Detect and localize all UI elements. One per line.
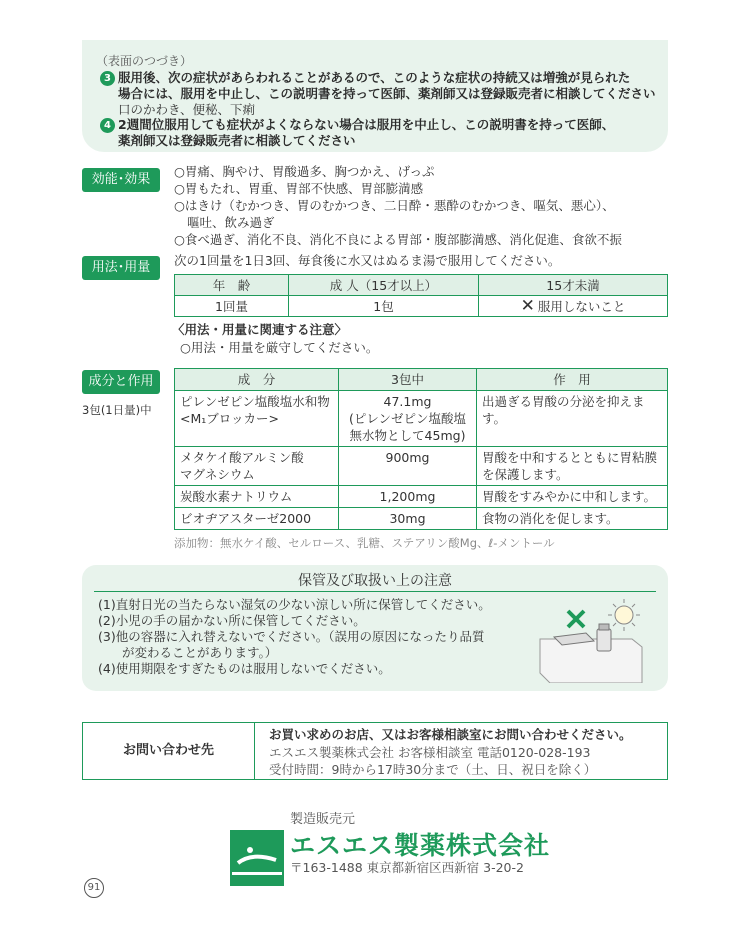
dosage-label: 用法･用量 [82, 256, 160, 280]
ingredients-sublabel: 3包(1日量)中 [82, 403, 152, 417]
table-row: ピレンゼピン塩酸塩水和物 <M₁ブロッカー> 47.1mg (ピレンゼピン塩酸塩 無水物として45mg) 出過ぎる胃酸の分泌を抑えます。 [175, 391, 668, 447]
company-logo-icon [230, 830, 284, 886]
warning-item-4: 4 2週間位服用しても症状がよくならない場合は服用を中止し、この説明書を持って医師、 薬剤師又は登録販売者に相談してください [100, 117, 614, 149]
table-row: メタケイ酸アルミン酸 マグネシウム 900mg 胃酸を中和するとともに胃粘膜を保護します。 [175, 447, 668, 486]
dosage-note-text: ○用法・用量を厳守してください。 [180, 340, 379, 355]
number-badge: 4 [100, 118, 115, 133]
dosage-table: 年 齢 成 人（15才以上） 15才未満 1回量 1包 ✕ 服用しないこと [174, 274, 668, 317]
storage-illustration-icon [534, 593, 654, 683]
ingredients-label: 成分と作用 [82, 370, 160, 394]
storage-panel [82, 565, 668, 691]
storage-item: (2)小児の手の届かない所に保管してください。 [98, 613, 366, 628]
contact-label: お問い合わせ先 [83, 723, 255, 779]
contact-line-2: エスエス製薬株式会社 お客様相談室 電話0120-028-193 [269, 745, 591, 760]
number-badge: 3 [100, 71, 115, 86]
table-row: 炭酸水素ナトリウム 1,200mg 胃酸をすみやかに中和します。 [175, 486, 668, 508]
storage-title: 保管及び取扱い上の注意 [298, 573, 452, 589]
company-name: エスエス製薬株式会社 [290, 831, 551, 860]
divider [94, 591, 656, 592]
table-row: ビオヂアスターゼ2000 30mg 食物の消化を促します。 [175, 508, 668, 530]
storage-item: (4)使用期限をすぎたものは服用しないでください。 [98, 661, 391, 676]
x-mark-icon: ✕ [520, 296, 535, 316]
efficacy-list: ○胃痛、胸やけ、胃酸過多、胸つかえ、げっぷ ○胃もたれ、胃重、胃部不快感、胃部膨満感 ○はきけ（むかつき、胃のむかつき、二日酔・悪酔のむかつき、嘔気、悪心）、 嘔吐、飲み過ぎ ○食べ過ぎ、消化不良、消化不良による胃部・腹部膨満感、消化促進、食欲不振 [174, 164, 622, 247]
page-number: 91 [84, 878, 104, 898]
manufacturer-label: 製造販売元 [290, 812, 356, 827]
additives-text: 添加物：無水ケイ酸、セルロース、乳糖、ステアリン酸Mg、ℓ-メントール [174, 536, 555, 550]
storage-item: (3)他の容器に入れ替えないでください。（誤用の原因になったり品質 [98, 629, 485, 644]
contact-line-1: お買い求めのお店、又はお客様相談室にお問い合わせください。 [269, 727, 632, 742]
storage-item: が変わることがあります。） [122, 645, 278, 660]
dosage-intro: 次の1回量を1日3回、毎食後に水又はぬるま湯で服用してください。 [174, 253, 561, 268]
warning-item-3: 3 服用後、次の症状があらわれることがあるので、このような症状の持続又は増強が見られた 場合には、服用を中止し、この説明書を持って医師、薬剤師又は登録販売者に相談してください 口のかわき、便秘、下痢 [100, 70, 656, 118]
storage-item: (1)直射日光の当たらない湿気の少ない涼しい所に保管してください。 [98, 597, 491, 612]
dosage-note-title: 〈用法・用量に関連する注意〉 [172, 322, 348, 337]
efficacy-label: 効能･効果 [82, 168, 160, 192]
contact-box [82, 722, 668, 780]
contact-line-3: 受付時間：9時から17時30分まで（土、日、祝日を除く） [269, 762, 597, 777]
company-address: 〒163-1488 東京都新宿区西新宿 3-20-2 [290, 860, 524, 875]
continuation-title: （表面のつづき） [96, 54, 193, 68]
ingredients-table: 成 分 3包中 作 用 ピレンゼピン塩酸塩水和物 <M₁ブロッカー> 47.1mg (ピレンゼピン塩酸塩 無水物として45mg) 出過ぎる胃酸の分泌を抑えます。 メタケイ酸アルミン酸 マグネシウム 900mg 胃酸を中和するとともに胃粘膜を保護します。 炭酸水素ナトリウム 1,200mg 胃酸をすみやかに中和します。 ビオヂアスターゼ2000 30mg 食物の消化を促します。 [174, 368, 668, 530]
